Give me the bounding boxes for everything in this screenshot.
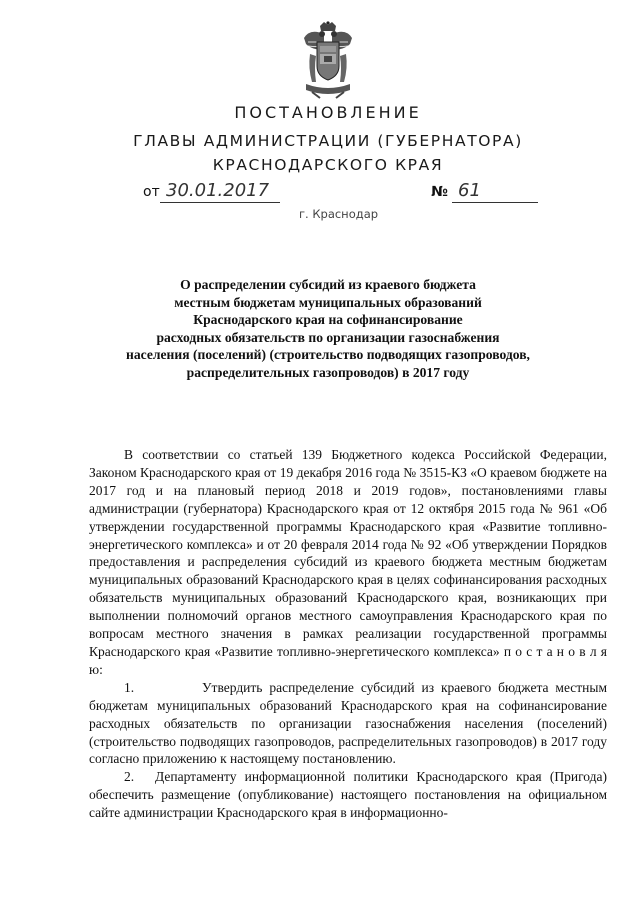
item-1-text: Утвердить распределение субсидий из краевого бюджета местным бюджетам муниципальных образований Краснодарского края на софинансирование расходных обязательств по организации газоснабжения населения (поселений) (строительство подводящих газопроводов, распределительных газопроводов) в 2017 году согласно приложению к настоящему постановлению. [89, 679, 607, 767]
title-line: расходных обязательств по организации газоснабжения [156, 329, 500, 345]
document-type-heading: ПОСТАНОВЛЕНИЕ [234, 103, 422, 122]
preamble-paragraph: В соответствии со статьей 139 Бюджетного кодекса Российской Федерации, Законом Краснодарского края от 19 декабря 2016 года № 3515-КЗ «О краевом бюджете на 2017 год и на плановый период 2018 и 2019 годов», постановлениями главы администрации (губернатора) Краснодарского края от 12 октября 2015 года № 961 «Об утверждении государственной программы Краснодарского края «Развитие топливно-энергетического комплекса» и от 20 февраля 2014 года № 92 «Об утверждении Порядков предоставления и распределения субсидий из краевого бюджета местным бюджетам муниципальных образований Краснодарского края в целях софинансирования расходных обязательств муниципальных образований Краснодарского края, возникающих при выполнении полномочий органов местного самоуправления Краснодарского края по вопросам местного значения в рамках реализации государственной программы Краснодарского края «Развитие топливно-энергетического комплекса» п о с т а н о в л я ю: [89, 447, 607, 677]
date-label: от [143, 184, 160, 200]
title-line: распределительных газопроводов) в 2017 году [186, 364, 470, 380]
item-1-number: 1. [124, 679, 135, 695]
title-line: местным бюджетам муниципальных образований [174, 294, 482, 310]
number-label: № [431, 184, 448, 200]
issuer-heading: ГЛАВЫ АДМИНИСТРАЦИИ (ГУБЕРНАТОРА) [133, 132, 523, 150]
region-heading: КРАСНОДАРСКОГО КРАЯ [212, 156, 444, 174]
item-2-paragraph [89, 768, 607, 822]
city-label: г. Краснодар [299, 207, 379, 221]
date-handwritten: 30.01.2017 [160, 180, 280, 203]
title-line: населения (поселений) (строительство подводящих газопроводов, [126, 347, 530, 362]
number-handwritten: 61 [452, 180, 538, 203]
item-2-number: 2. [124, 769, 135, 785]
title-line: Краснодарского края на софинансирование [193, 312, 463, 327]
document-body [89, 446, 607, 822]
title-line: О распределении субсидий из краевого бюджета [180, 277, 476, 292]
document-title [120, 276, 536, 381]
coat-of-arms-emblem [300, 20, 356, 100]
item-1-paragraph [89, 679, 607, 769]
item-2-text: Департаменту информационной политики Краснодарского края (Пригода) обеспечить размещение (опубликование) настоящего постановления на официальном сайте администрации Краснодарского края в информационно- [89, 769, 607, 821]
